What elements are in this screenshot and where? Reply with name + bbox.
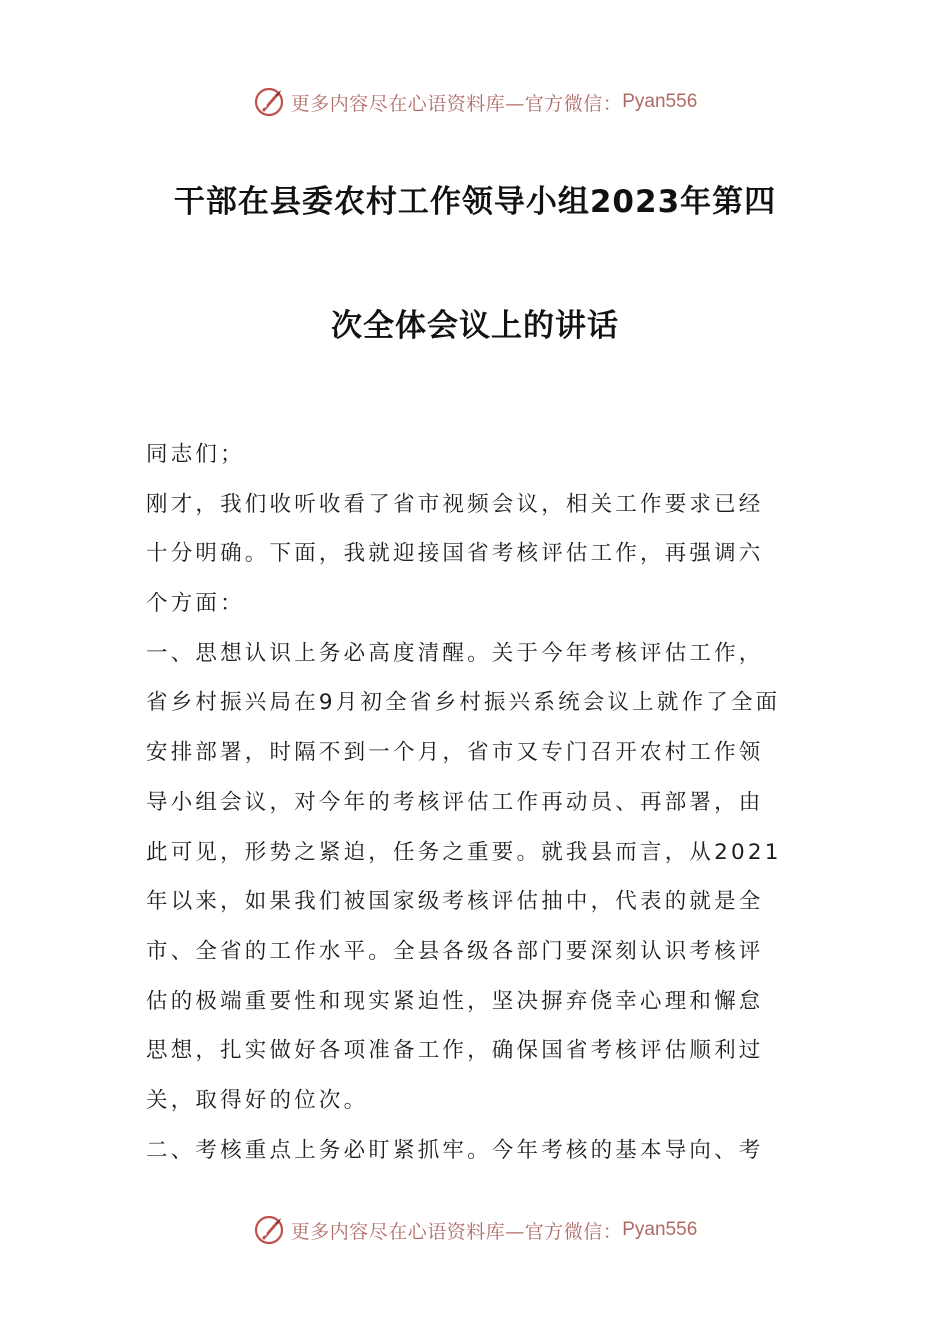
banner-text: 更多内容尽在心语资料库—官方微信：	[290, 1220, 623, 1243]
footer-watermark-banner	[0, 1210, 950, 1250]
quill-logo-icon	[253, 1214, 285, 1246]
banner-text: 更多内容尽在心语资料库—官方微信：	[290, 92, 623, 115]
body-line: 思想，扎实做好各项准备工作，确保国省考核评估顺利过	[146, 1038, 764, 1064]
body-line: 关，取得好的位次。	[146, 1087, 369, 1113]
body-line: 同志们；	[146, 442, 245, 467]
body-line: 十分明确。下面，我就迎接国省考核评估工作，再强调六	[146, 541, 764, 567]
body-line: 导小组会议，对今年的考核评估工作再动员、再部署，由	[146, 789, 764, 815]
body-line: 刚才，我们收听收看了省市视频会议，相关工作要求已经	[146, 491, 764, 517]
page-title-line-2: 次全体会议上的讲话	[331, 308, 619, 344]
body-line: 个方面：	[146, 591, 245, 617]
body-line: 估的极端重要性和现实紧迫性，坚决摒弃侥幸心理和懈怠	[146, 988, 764, 1014]
body-line: 市、全省的工作水平。全县各级各部门要深刻认识考核评	[146, 938, 764, 964]
body-line: 安排部署，时隔不到一个月，省市又专门召开农村工作领	[146, 740, 764, 766]
page-title-line-1: 干部在县委农村工作领导小组2023年第四	[173, 184, 777, 220]
quill-logo-icon	[253, 86, 285, 118]
body-line: 此可见，形势之紧迫，任务之重要。就我县而言，从2021	[146, 839, 782, 865]
body-line: 省乡村振兴局在9月初全省乡村振兴系统会议上就作了全面	[146, 690, 781, 716]
banner-wechat-handle: Pyan556	[622, 91, 698, 112]
banner-wechat-handle: Pyan556	[622, 1219, 698, 1240]
body-line: 一、思想认识上务必高度清醒。关于今年考核评估工作，	[146, 640, 764, 666]
header-watermark-banner	[0, 82, 950, 122]
speech-body	[146, 430, 806, 1175]
body-line: 二、考核重点上务必盯紧抓牢。今年考核的基本导向、考	[146, 1137, 764, 1163]
body-line: 年以来，如果我们被国家级考核评估抽中，代表的就是全	[146, 889, 764, 915]
